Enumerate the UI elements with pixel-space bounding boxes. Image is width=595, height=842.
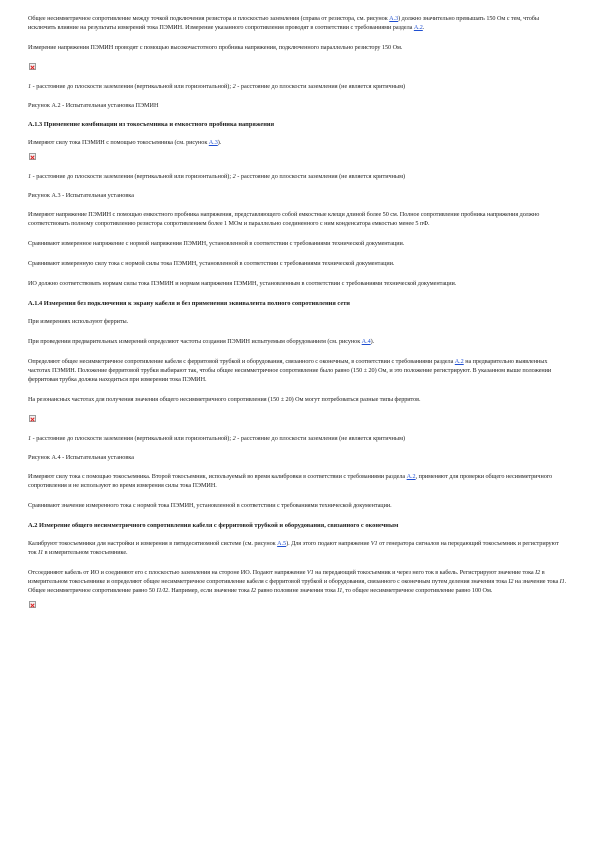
figure-caption: Рисунок А.3 - Испытательная установка: [28, 192, 134, 199]
paragraph: На резонансных частотах для получения значения общего несимметричного сопротивления (150 ± 20) Ом могут потребоваться разные типы ферритов.: [28, 396, 421, 403]
broken-image-icon: [29, 415, 36, 422]
figure-caption: Рисунок А.4 - Испытательная установка: [28, 454, 134, 461]
text: Отсоединяют кабель от ИО и соединяют его с плоскостью заземления на стороне ИО. Подают напряжение: [28, 569, 307, 576]
text: - расстояние до плоскости заземления (вертикальной или горизонтальной);: [31, 435, 233, 442]
figure-link[interactable]: А.5: [277, 540, 287, 547]
text: Общее несимметричное сопротивление между точкой подключения резистора и плоскостью заземления (справа от резистора, см. рисунок: [28, 15, 390, 22]
text: на предварительно выявленных частотах ПЭМИН. Положение ферритовой трубки выбирают так, чтобы общее несимметричное сопротивление было равно (150 ± 20) Ом, и это положение регистрируют. В указанном выше положении ферритовая трубка должна находиться при измерении тока ПЭМИН.: [28, 358, 552, 383]
figure-legend: [28, 434, 568, 443]
paragraph: ИО должно соответствовать нормам силы тока ПЭМИН и нормам напряжения ПЭМИН, установленным в соответствии с требованиями технической документации.: [28, 280, 457, 287]
symbol-i1: I1: [337, 587, 343, 594]
text: - расстояние до плоскости заземления (не является критичным): [235, 83, 406, 90]
text: на значение тока: [513, 578, 560, 585]
text: ).: [370, 338, 375, 345]
text: При проведении предварительных измерений определяют частоты создания ПЭМИН испытуемым оборудованием (см. рисунок: [28, 338, 362, 345]
text: равно половине значения тока: [256, 587, 338, 594]
text: ).: [217, 139, 222, 146]
paragraph: [28, 337, 568, 346]
figure-caption: Рисунок А.2 - Испытательная установка ПЭМИН: [28, 102, 159, 109]
paragraph: При измерениях используют ферриты.: [28, 318, 129, 325]
legend-number: 1: [28, 173, 32, 180]
figure-link[interactable]: А.3: [389, 15, 399, 22]
symbol-i2: I2: [251, 587, 257, 594]
broken-image-icon: [29, 601, 36, 608]
legend-number: 2: [232, 435, 236, 442]
section-link[interactable]: А.2: [406, 473, 416, 480]
text: - расстояние до плоскости заземления (вертикальной или горизонтальной);: [31, 83, 233, 90]
broken-image-icon: [29, 153, 36, 160]
symbol-i1: I1: [559, 578, 565, 585]
legend-number: 2: [232, 83, 236, 90]
symbol-v1: V1: [306, 569, 314, 576]
text: Измеряют силу тока ПЭМИН с помощью токосъемника (см. рисунок: [28, 139, 209, 146]
section-heading: А.1.3 Применение комбинации из токосъемника и емкостного пробника напряжения: [28, 121, 275, 128]
figure-link[interactable]: А.4: [361, 338, 371, 345]
paragraph: [28, 14, 568, 32]
section-heading: А.2 Измерение общего несимметричного сопротивления кабеля с ферритовой трубкой и оборудования, связанного с оконечным: [28, 522, 399, 529]
legend-number: 1: [28, 435, 32, 442]
text: на передающий токосъемник и через него ток в кабель. Регистрируют значение тока: [313, 569, 536, 576]
paragraph: Измеряют напряжение ПЭМИН с помощью емкостного пробника напряжения, представляющего собой емкостные клещи длиной более 50 см. Полное сопротивление пробника напряжения должно соответствовать полному сопротивлению резистора сопротивлением более 1 МОм и параллельно соединенного с ним конденсатора емкостью менее 5 пФ.: [28, 211, 540, 227]
paragraph: [28, 472, 568, 490]
text: . Например, если значение тока: [168, 587, 252, 594]
text: - расстояние до плоскости заземления (не является критичным): [235, 173, 406, 180]
text: - расстояние до плоскости заземления (вертикальной или горизонтальной);: [31, 173, 233, 180]
paragraph: Сравнивают измеренную силу тока с нормой силы тока ПЭМИН, установленной в соответствии с требованиями технической документации.: [28, 260, 395, 267]
text: .: [422, 24, 425, 31]
symbol-i2: I2: [508, 578, 514, 585]
document-page: [28, 14, 568, 620]
symbol-v1: V1: [370, 540, 378, 547]
paragraph: Сравнивают значение измеренного тока с нормой тока ПЭМИН, установленной в соответствии с требованиями технической документации.: [28, 502, 392, 509]
symbol-i2: I2: [535, 569, 541, 576]
text: Измеряют силу тока с помощью токосъемника. Второй токосъемник, используемый во время калибровки в соответствии с требованиями раздела: [28, 473, 407, 480]
legend-number: 2: [232, 173, 236, 180]
section-link[interactable]: А.2: [454, 358, 464, 365]
symbol-ratio: I1/I2: [156, 587, 169, 594]
text: , то общее несимметричное сопротивление равно 100 Ом.: [342, 587, 493, 594]
text: Определяют общее несимметричное сопротивление кабеля с ферритовой трубкой и оборудования, связанного с оконечным, в соответствии с требованиями раздела: [28, 358, 455, 365]
text: ). Для этого подают напряжение: [286, 540, 371, 547]
paragraph: [28, 357, 568, 384]
text: в измерительном токосъемнике и определяют общее несимметричное сопротивление кабеля с ферритовой трубкой и оборудования, связанного с оконечным путем деления значения тока: [28, 569, 545, 585]
text: - расстояние до плоскости заземления (не является критичным): [235, 435, 406, 442]
text: от генератора сигналов на передающий токосъемник и регистрируют ток: [28, 540, 559, 556]
paragraph: [28, 138, 568, 147]
text: Калибруют токосъемники для настройки и измерения в пятидесятиомной системе (см. рисунок: [28, 540, 278, 547]
paragraph: [28, 568, 568, 595]
symbol-i1: I1: [38, 549, 44, 556]
figure-link[interactable]: А.3: [208, 139, 218, 146]
broken-image-icon: [29, 63, 36, 70]
paragraph: Сравнивают измеренное напряжение с нормой напряжения ПЭМИН, установленной в соответствии с требованиями технической документации.: [28, 240, 405, 247]
legend-number: 1: [28, 83, 32, 90]
section-link[interactable]: А.2: [413, 24, 423, 31]
text: в измерительном токосъемнике.: [43, 549, 128, 556]
section-heading: А.1.4 Измерения без подключения к экрану кабеля и без применения эквивалента полного сопротивления сети: [28, 300, 350, 307]
text: ) должно значительно превышать 150 Ом с тем, чтобы исключить влияние на результаты измерений тока ПЭМИН. Измерение указанного сопротивления проводят в соответствии с требованиями раздела: [28, 15, 540, 31]
text: , применяют для проверки общего несимметричного сопротивления и не используют во время измерения силы тока ПЭМИН.: [28, 473, 553, 489]
paragraph: [28, 539, 568, 557]
figure-legend: [28, 172, 568, 181]
text: . Общее несимметричное сопротивление равно 50: [28, 578, 567, 594]
figure-legend: [28, 82, 568, 91]
paragraph: Измерение напряжения ПЭМИН проводят с помощью высокочастотного пробника напряжения, подключенного параллельно резистору 150 Ом.: [28, 44, 403, 51]
